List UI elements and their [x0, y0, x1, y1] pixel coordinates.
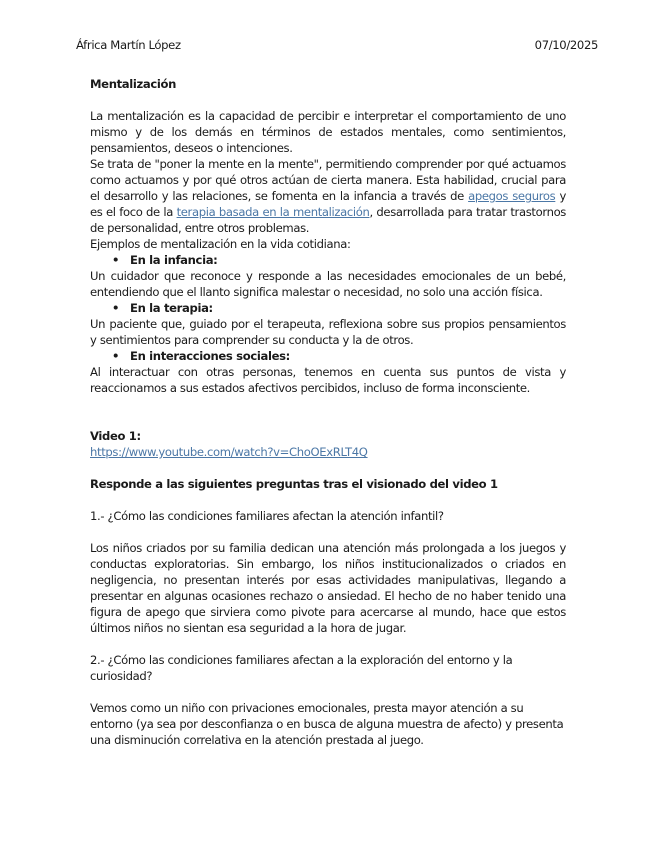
explanation-text-c: , desarrollada para tratar trastornos de personalidad, entre otros problemas. [90, 205, 566, 235]
example-heading-terapia: • En la terapia: [90, 300, 566, 316]
definition-paragraph: La mentalización es la capacidad de percibir e interpretar el comportamiento de uno mismo y de los demás en términos de estados mentales, como sentimientos, pensamientos, deseos o intenciones. [90, 109, 566, 155]
video-label: Video 1: [90, 429, 141, 443]
explanation-text-a: Se trata de "poner la mente en la mente", permitiendo comprender por qué actuamos como actuamos y por qué otros actúan de cierta manera. Esta habilidad, crucial para el desarrollo y las relaciones, se fomenta en la infancia a través de [90, 157, 566, 203]
questions-heading: Responde a las siguientes preguntas tras el visionado del video 1 [90, 477, 498, 491]
example-text-infancia: Un cuidador que reconoce y responde a las necesidades emocionales de un bebé, entendiendo que el llanto significa malestar o necesidad, no solo una acción física. [90, 269, 566, 299]
link-apegos-seguros[interactable]: apegos seguros [468, 189, 556, 203]
link-terapia-mentalizacion[interactable]: terapia basada en la mentalización [176, 205, 370, 219]
example-heading-social: • En interacciones sociales: [90, 348, 566, 364]
document-body [90, 76, 566, 748]
example-heading-infancia: • En la infancia: [90, 252, 566, 268]
examples-intro: Ejemplos de mentalización en la vida cotidiana: [90, 237, 351, 251]
question-1: 1.- ¿Cómo las condiciones familiares afectan la atención infantil? [90, 509, 444, 523]
video-link[interactable]: https://www.youtube.com/watch?v=ChoOExRLT4Q [90, 445, 368, 459]
examples-list-2 [90, 300, 566, 316]
explanation-text-b: y es el foco de la [90, 189, 566, 219]
explanation-paragraph [90, 156, 566, 236]
answer-2: Vemos como un niño con privaciones emocionales, presta mayor atención a su entorno (ya sea por desconfianza o en busca de alguna muestra de afecto) y presenta una disminución correlativa en la atención prestada al juego. [90, 701, 564, 747]
document-date: 07/10/2025 [534, 38, 598, 52]
examples-list [90, 252, 566, 268]
question-2: 2.- ¿Cómo las condiciones familiares afectan a la exploración del entorno y la curiosidad? [90, 653, 513, 683]
examples-list-3 [90, 348, 566, 364]
author-name: África Martín López [76, 38, 181, 52]
answer-1: Los niños criados por su familia dedican una atención más prolongada a los juegos y conductas exploratorias. Sin embargo, los niños institucionalizados o criados en negligencia, no presentan interés por esas actividades manipulativas, llegando a presentar en algunas ocasiones rechazo o ansiedad. El hecho de no haber tenido una figura de apego que sirviera como pivote para acercarse al mundo, hace que estos últimos niños no sientan esa seguridad a la hora de jugar. [90, 541, 566, 635]
section-title: Mentalización [90, 77, 177, 91]
example-text-social: Al interactuar con otras personas, tenemos en cuenta sus puntos de vista y reaccionamos a sus estados afectivos percibidos, incluso de forma inconsciente. [90, 365, 566, 395]
example-text-terapia: Un paciente que, guiado por el terapeuta, reflexiona sobre sus propios pensamientos y sentimientos para comprender su conducta y la de otros. [90, 317, 566, 347]
